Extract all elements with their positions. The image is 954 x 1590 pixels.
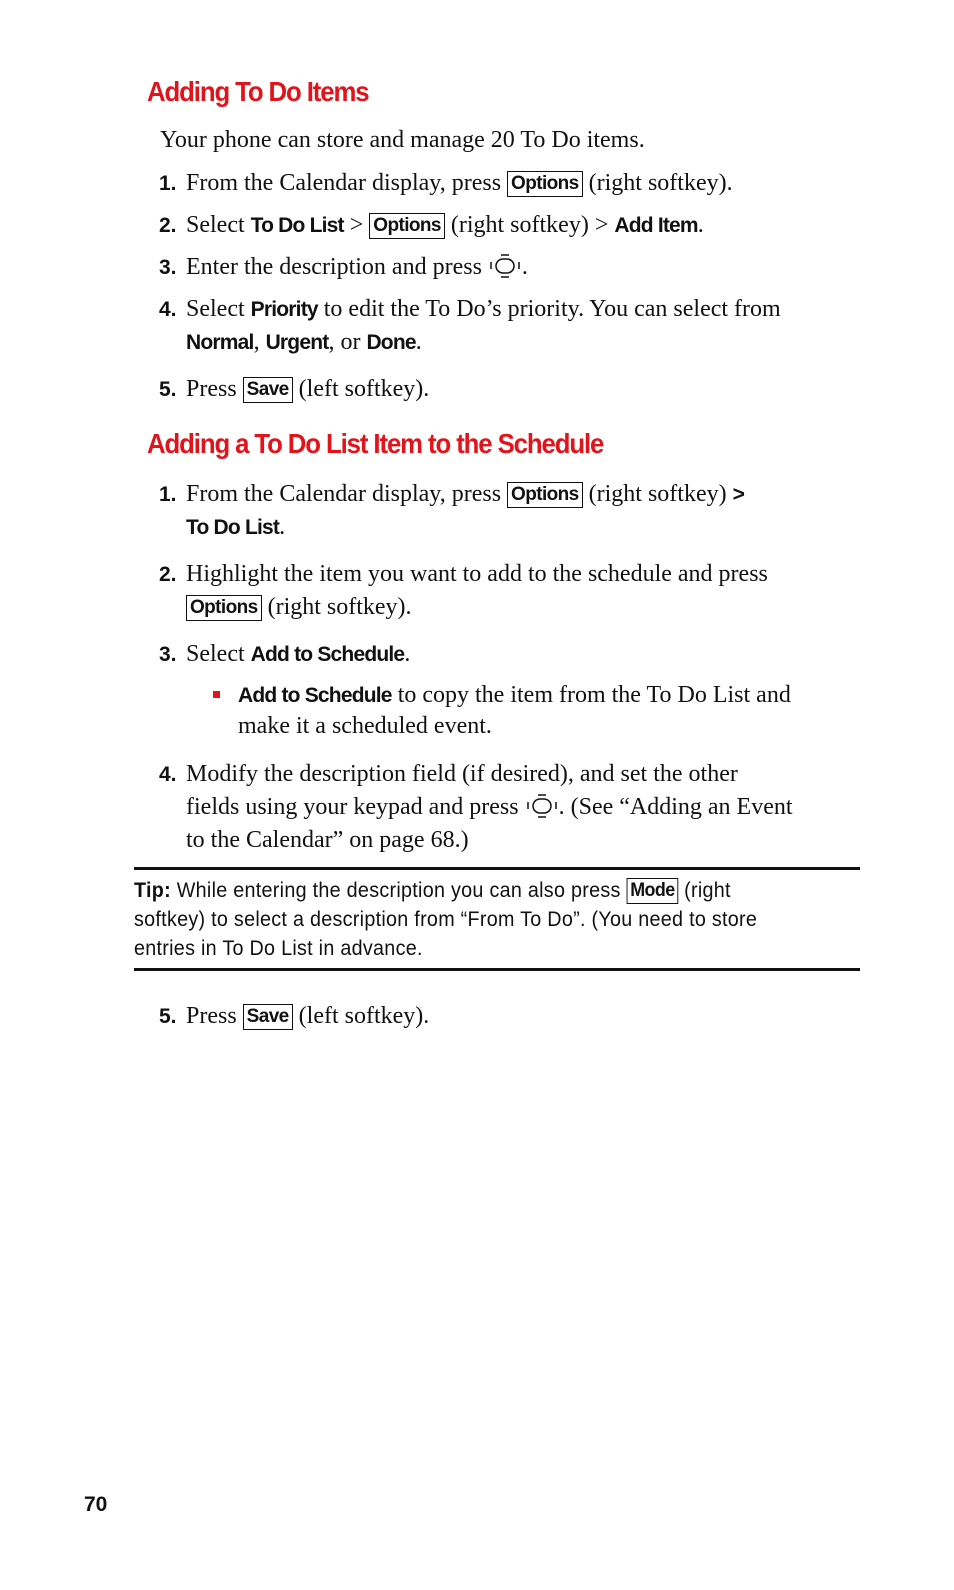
options-softkey: Options xyxy=(369,213,445,239)
s2-step-2-line2: Options (right softkey). xyxy=(186,591,412,624)
options-softkey: Options xyxy=(507,171,583,197)
tip-label: Tip: xyxy=(134,879,171,902)
step-number: 3. xyxy=(159,643,177,666)
save-softkey: Save xyxy=(243,1004,293,1030)
step-number: 1. xyxy=(159,483,177,506)
intro-text: Your phone can store and manage 20 To Do items. xyxy=(160,127,645,153)
section-title-adding-todo: Adding To Do Items xyxy=(147,76,369,107)
s2-step-4-line2: fields using your keypad and press . (See “Adding an Event xyxy=(186,794,793,820)
s2-step-5-text: Press Save (left softkey). xyxy=(186,1003,430,1029)
nav-key-icon xyxy=(488,253,522,279)
step-2-text: Select To Do List > Options (right softkey) > Add Item. xyxy=(186,212,704,238)
save-softkey: Save xyxy=(243,377,293,403)
step-number: 5. xyxy=(159,1005,177,1028)
bullet-icon xyxy=(213,691,220,698)
tip-line2: softkey) to select a description from “From To Do”. (You need to store xyxy=(134,908,758,931)
step-number: 4. xyxy=(159,763,177,786)
step-4-text-line2: Normal, Urgent, or Done. xyxy=(186,329,422,355)
options-softkey: Options xyxy=(186,595,262,621)
s2-step-4-line1: Modify the description field (if desired), and set the other xyxy=(186,761,738,787)
step-5-text: Press Save (left softkey). xyxy=(186,376,430,402)
tip-bottom-rule xyxy=(134,968,860,971)
step-1-text: From the Calendar display, press Options (right softkey). xyxy=(186,170,733,196)
step-number: 4. xyxy=(159,298,177,321)
bullet-text-line2: make it a scheduled event. xyxy=(238,713,492,739)
s2-step-1-line2: To Do List. xyxy=(186,514,286,540)
step-number: 2. xyxy=(159,214,177,237)
step-number: 1. xyxy=(159,172,177,195)
step-4-text-line1: Select Priority to edit the To Do’s priority. You can select from xyxy=(186,296,781,322)
options-softkey: Options xyxy=(507,482,583,508)
step-3-text: Enter the description and press . xyxy=(186,254,528,280)
section-title-add-to-schedule: Adding a To Do List Item to the Schedule xyxy=(147,428,604,459)
s2-step-2-line1: Highlight the item you want to add to the schedule and press xyxy=(186,561,768,587)
s2-step-3-text: Select Add to Schedule. xyxy=(186,641,411,667)
step-number: 2. xyxy=(159,563,177,586)
tip-top-rule xyxy=(134,867,860,870)
nav-key-icon xyxy=(525,793,559,819)
s2-step-4-line3: to the Calendar” on page 68.) xyxy=(186,827,469,853)
tip-line1: Tip: While entering the description you can also press Mode (right xyxy=(134,879,731,902)
step-number: 3. xyxy=(159,256,177,279)
s2-step-1-line1: From the Calendar display, press Options (right softkey) > xyxy=(186,481,745,507)
bullet-text-line1: Add to Schedule to copy the item from the To Do List and xyxy=(238,682,791,708)
mode-softkey: Mode xyxy=(626,878,678,904)
step-number: 5. xyxy=(159,378,177,401)
tip-line3: entries in To Do List in advance. xyxy=(134,937,423,960)
page-number: 70 xyxy=(84,1493,108,1516)
